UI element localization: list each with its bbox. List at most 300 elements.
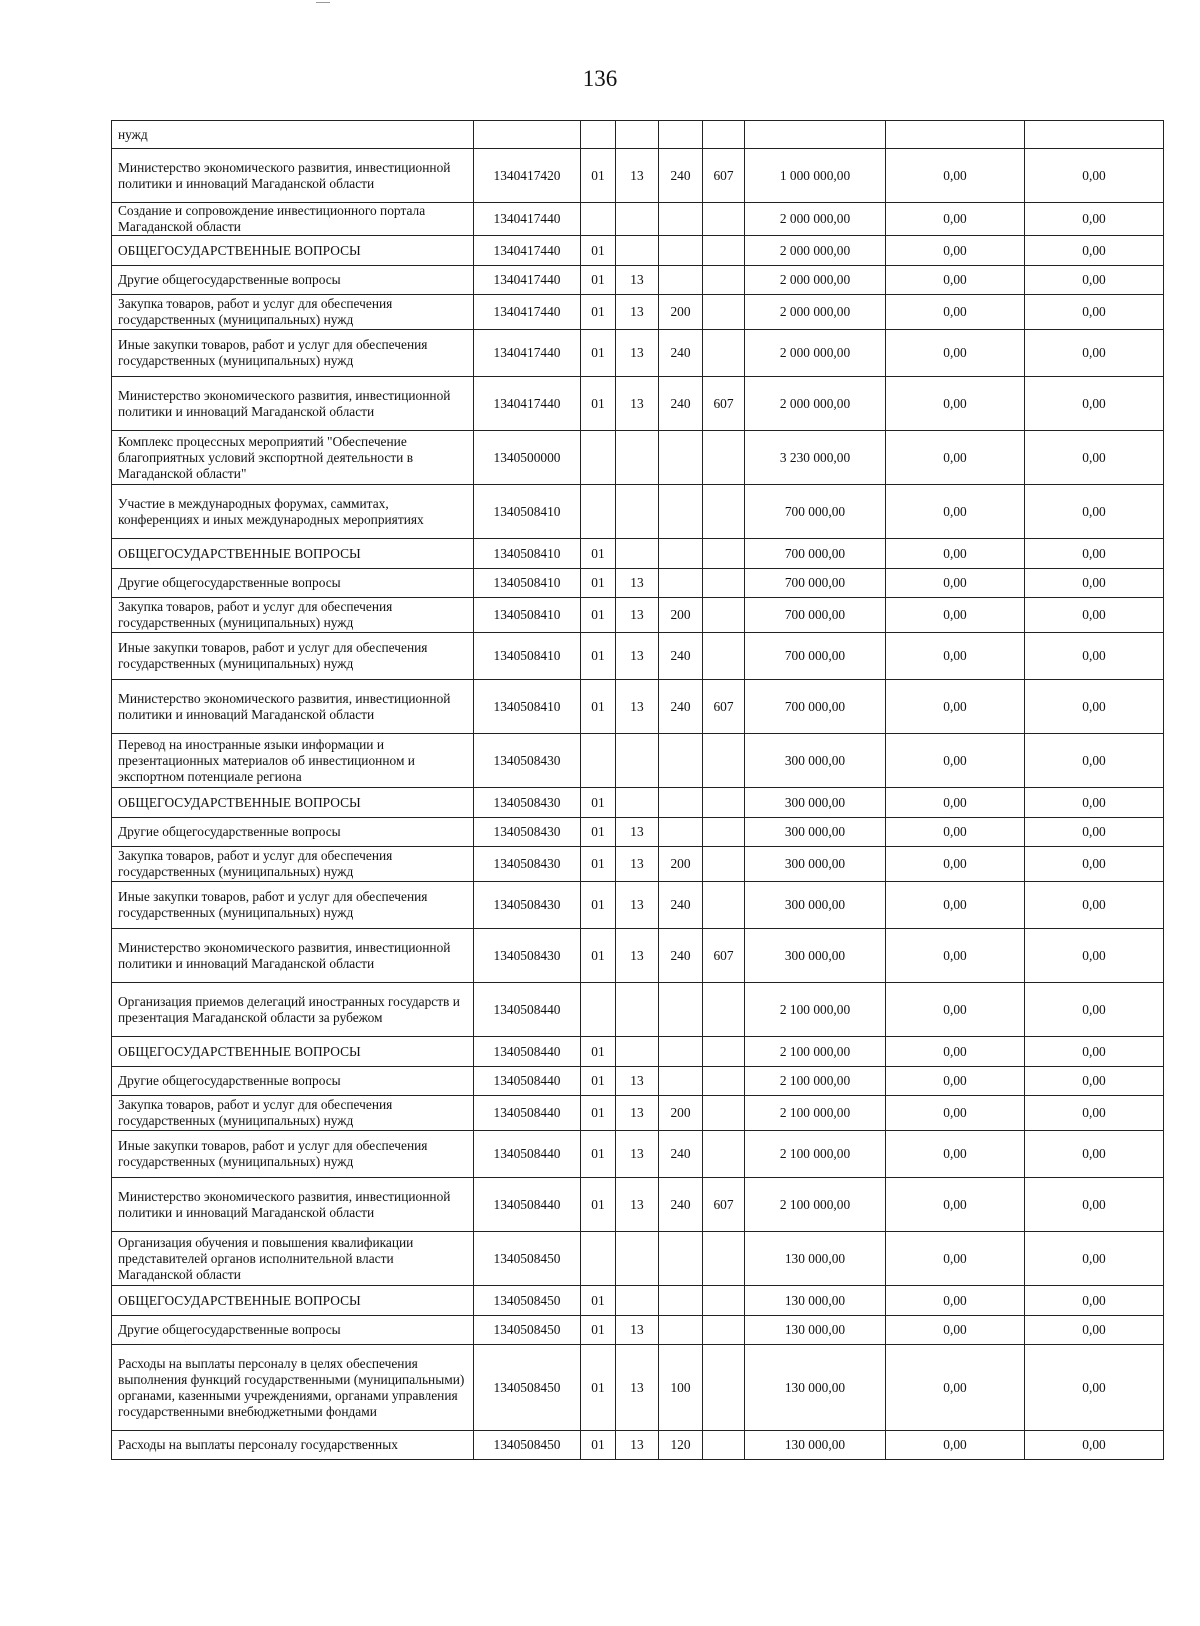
row-code: 1340417420 (474, 149, 581, 203)
row-section: 01 (581, 1286, 616, 1316)
row-expense-type: 240 (659, 1178, 703, 1232)
row-section: 01 (581, 1131, 616, 1178)
row-sum-year-1: 300 000,00 (745, 882, 886, 929)
row-code: 1340417440 (474, 203, 581, 236)
row-subsection: 13 (616, 598, 659, 633)
row-expense-type (659, 734, 703, 788)
row-admin-code (703, 598, 745, 633)
row-sum-year-3: 0,00 (1025, 847, 1164, 882)
row-sum-year-1: 300 000,00 (745, 929, 886, 983)
row-expense-type (659, 1286, 703, 1316)
row-admin-code (703, 788, 745, 818)
row-sum-year-1: 2 100 000,00 (745, 1037, 886, 1067)
row-sum-year-2: 0,00 (886, 633, 1025, 680)
row-name: Иные закупки товаров, работ и услуг для обеспечения государственных (муниципальных) нужд (112, 330, 474, 377)
row-name: Закупка товаров, работ и услуг для обеспечения государственных (муниципальных) нужд (112, 847, 474, 882)
row-section: 01 (581, 1431, 616, 1460)
row-section: 01 (581, 266, 616, 295)
row-name: Иные закупки товаров, работ и услуг для обеспечения государственных (муниципальных) нужд (112, 882, 474, 929)
table-row (112, 680, 1164, 734)
row-sum-year-3: 0,00 (1025, 1178, 1164, 1232)
row-subsection: 13 (616, 295, 659, 330)
row-admin-code (703, 121, 745, 149)
row-code: 1340508440 (474, 1096, 581, 1131)
row-sum-year-1: 2 000 000,00 (745, 266, 886, 295)
row-subsection (616, 788, 659, 818)
row-subsection: 13 (616, 1096, 659, 1131)
row-admin-code (703, 1431, 745, 1460)
row-sum-year-1: 2 000 000,00 (745, 203, 886, 236)
row-name: Перевод на иностранные языки информации и презентационных материалов об инвестиционном и экспортном потенциале региона (112, 734, 474, 788)
row-name: Расходы на выплаты персоналу в целях обеспечения выполнения функций государственными (муниципальными) органами, казенными учреждениями, органами управления государственными внебюджетными фондами (112, 1345, 474, 1431)
row-sum-year-2: 0,00 (886, 1286, 1025, 1316)
row-code: 1340417440 (474, 330, 581, 377)
table-row (112, 1232, 1164, 1286)
table-row (112, 1431, 1164, 1460)
row-sum-year-1: 1 000 000,00 (745, 149, 886, 203)
row-code: 1340508440 (474, 1131, 581, 1178)
row-sum-year-2: 0,00 (886, 788, 1025, 818)
row-subsection: 13 (616, 680, 659, 734)
row-sum-year-3 (1025, 121, 1164, 149)
row-admin-code (703, 485, 745, 539)
row-expense-type (659, 788, 703, 818)
row-sum-year-3: 0,00 (1025, 983, 1164, 1037)
row-code (474, 121, 581, 149)
row-expense-type: 240 (659, 377, 703, 431)
row-section (581, 1232, 616, 1286)
row-code: 1340508410 (474, 485, 581, 539)
row-sum-year-2: 0,00 (886, 295, 1025, 330)
row-expense-type: 200 (659, 847, 703, 882)
row-sum-year-1: 2 000 000,00 (745, 236, 886, 266)
row-code: 1340508450 (474, 1286, 581, 1316)
row-expense-type (659, 983, 703, 1037)
row-subsection: 13 (616, 1178, 659, 1232)
row-sum-year-1: 700 000,00 (745, 598, 886, 633)
row-code: 1340417440 (474, 236, 581, 266)
row-expense-type: 240 (659, 929, 703, 983)
row-sum-year-3: 0,00 (1025, 1232, 1164, 1286)
row-sum-year-2: 0,00 (886, 1037, 1025, 1067)
row-expense-type: 100 (659, 1345, 703, 1431)
row-code: 1340417440 (474, 377, 581, 431)
row-sum-year-1: 300 000,00 (745, 788, 886, 818)
row-sum-year-3: 0,00 (1025, 1096, 1164, 1131)
row-code: 1340508440 (474, 983, 581, 1037)
table-row (112, 236, 1164, 266)
row-subsection: 13 (616, 1067, 659, 1096)
row-name: Министерство экономического развития, инвестиционной политики и инноваций Магаданской области (112, 680, 474, 734)
row-admin-code (703, 633, 745, 680)
table-row (112, 1096, 1164, 1131)
table-row (112, 882, 1164, 929)
row-name: ОБЩЕГОСУДАРСТВЕННЫЕ ВОПРОСЫ (112, 236, 474, 266)
table-row (112, 485, 1164, 539)
row-sum-year-1: 2 000 000,00 (745, 377, 886, 431)
row-section: 01 (581, 1345, 616, 1431)
row-sum-year-2: 0,00 (886, 680, 1025, 734)
row-code: 1340508450 (474, 1316, 581, 1345)
row-sum-year-3: 0,00 (1025, 1286, 1164, 1316)
row-admin-code (703, 1037, 745, 1067)
row-name: нужд (112, 121, 474, 149)
row-code: 1340508410 (474, 539, 581, 569)
row-section (581, 734, 616, 788)
row-sum-year-3: 0,00 (1025, 1316, 1164, 1345)
row-section (581, 203, 616, 236)
row-section: 01 (581, 377, 616, 431)
row-expense-type: 200 (659, 598, 703, 633)
row-sum-year-3: 0,00 (1025, 1431, 1164, 1460)
row-subsection (616, 1037, 659, 1067)
row-admin-code (703, 569, 745, 598)
row-name: Иные закупки товаров, работ и услуг для обеспечения государственных (муниципальных) нужд (112, 633, 474, 680)
row-name: Другие общегосударственные вопросы (112, 266, 474, 295)
row-sum-year-2: 0,00 (886, 1096, 1025, 1131)
row-subsection (616, 1286, 659, 1316)
row-admin-code: 607 (703, 680, 745, 734)
row-code: 1340508430 (474, 847, 581, 882)
row-sum-year-2: 0,00 (886, 1067, 1025, 1096)
row-sum-year-3: 0,00 (1025, 330, 1164, 377)
row-name: Создание и сопровождение инвестиционного портала Магаданской области (112, 203, 474, 236)
row-sum-year-1: 2 000 000,00 (745, 330, 886, 377)
table-body (112, 121, 1164, 1460)
row-name: Другие общегосударственные вопросы (112, 1316, 474, 1345)
row-section: 01 (581, 1096, 616, 1131)
row-code: 1340508440 (474, 1178, 581, 1232)
row-admin-code (703, 1096, 745, 1131)
row-sum-year-3: 0,00 (1025, 539, 1164, 569)
row-admin-code (703, 1232, 745, 1286)
row-sum-year-1: 300 000,00 (745, 818, 886, 847)
row-sum-year-2: 0,00 (886, 1131, 1025, 1178)
row-section: 01 (581, 236, 616, 266)
row-name: Участие в международных форумах, саммитах, конференциях и иных международных мероприятиях (112, 485, 474, 539)
row-sum-year-1: 3 230 000,00 (745, 431, 886, 485)
row-expense-type: 200 (659, 295, 703, 330)
row-sum-year-1 (745, 121, 886, 149)
row-name: Закупка товаров, работ и услуг для обеспечения государственных (муниципальных) нужд (112, 1096, 474, 1131)
row-expense-type: 240 (659, 1131, 703, 1178)
table-row (112, 1067, 1164, 1096)
row-sum-year-3: 0,00 (1025, 295, 1164, 330)
table-row (112, 431, 1164, 485)
row-admin-code (703, 734, 745, 788)
row-subsection: 13 (616, 1316, 659, 1345)
row-sum-year-3: 0,00 (1025, 1131, 1164, 1178)
table-row (112, 983, 1164, 1037)
row-name: Другие общегосударственные вопросы (112, 818, 474, 847)
row-code: 1340508410 (474, 633, 581, 680)
row-section: 01 (581, 882, 616, 929)
row-sum-year-3: 0,00 (1025, 929, 1164, 983)
table-row (112, 149, 1164, 203)
row-code: 1340508440 (474, 1037, 581, 1067)
row-sum-year-2: 0,00 (886, 485, 1025, 539)
row-sum-year-3: 0,00 (1025, 377, 1164, 431)
row-expense-type (659, 539, 703, 569)
row-sum-year-2: 0,00 (886, 539, 1025, 569)
table-row (112, 121, 1164, 149)
row-expense-type (659, 569, 703, 598)
row-sum-year-1: 700 000,00 (745, 680, 886, 734)
row-expense-type (659, 1037, 703, 1067)
row-sum-year-1: 130 000,00 (745, 1286, 886, 1316)
row-name: Организация приемов делегаций иностранных государств и презентация Магаданской области за рубежом (112, 983, 474, 1037)
table-row (112, 847, 1164, 882)
row-name: Другие общегосударственные вопросы (112, 1067, 474, 1096)
row-expense-type: 240 (659, 330, 703, 377)
row-subsection: 13 (616, 633, 659, 680)
row-sum-year-2: 0,00 (886, 1178, 1025, 1232)
row-name: ОБЩЕГОСУДАРСТВЕННЫЕ ВОПРОСЫ (112, 788, 474, 818)
row-sum-year-2: 0,00 (886, 734, 1025, 788)
row-subsection (616, 431, 659, 485)
row-admin-code (703, 882, 745, 929)
row-subsection (616, 1232, 659, 1286)
row-sum-year-3: 0,00 (1025, 236, 1164, 266)
table-row (112, 633, 1164, 680)
row-expense-type (659, 121, 703, 149)
row-section: 01 (581, 1316, 616, 1345)
row-section: 01 (581, 680, 616, 734)
row-section: 01 (581, 598, 616, 633)
row-section: 01 (581, 330, 616, 377)
row-name: ОБЩЕГОСУДАРСТВЕННЫЕ ВОПРОСЫ (112, 1037, 474, 1067)
row-expense-type: 240 (659, 680, 703, 734)
row-admin-code: 607 (703, 1178, 745, 1232)
row-subsection: 13 (616, 569, 659, 598)
row-code: 1340508430 (474, 734, 581, 788)
row-sum-year-1: 700 000,00 (745, 569, 886, 598)
row-subsection: 13 (616, 818, 659, 847)
row-sum-year-3: 0,00 (1025, 598, 1164, 633)
row-code: 1340508450 (474, 1431, 581, 1460)
row-subsection: 13 (616, 330, 659, 377)
row-sum-year-2: 0,00 (886, 1431, 1025, 1460)
row-sum-year-3: 0,00 (1025, 203, 1164, 236)
row-code: 1340508450 (474, 1232, 581, 1286)
row-section (581, 983, 616, 1037)
row-name: ОБЩЕГОСУДАРСТВЕННЫЕ ВОПРОСЫ (112, 1286, 474, 1316)
table-row (112, 377, 1164, 431)
row-admin-code (703, 236, 745, 266)
row-code: 1340508430 (474, 818, 581, 847)
table-row (112, 1316, 1164, 1345)
row-sum-year-1: 300 000,00 (745, 847, 886, 882)
row-expense-type: 120 (659, 1431, 703, 1460)
row-name: Другие общегосударственные вопросы (112, 569, 474, 598)
row-expense-type: 240 (659, 149, 703, 203)
row-sum-year-2: 0,00 (886, 929, 1025, 983)
row-subsection (616, 539, 659, 569)
row-code: 1340508410 (474, 680, 581, 734)
row-sum-year-1: 130 000,00 (745, 1316, 886, 1345)
row-sum-year-2: 0,00 (886, 266, 1025, 295)
row-sum-year-1: 130 000,00 (745, 1431, 886, 1460)
table-row (112, 539, 1164, 569)
row-section: 01 (581, 1178, 616, 1232)
row-name: Министерство экономического развития, инвестиционной политики и инноваций Магаданской области (112, 1178, 474, 1232)
row-sum-year-2: 0,00 (886, 983, 1025, 1037)
row-name: ОБЩЕГОСУДАРСТВЕННЫЕ ВОПРОСЫ (112, 539, 474, 569)
row-sum-year-1: 2 100 000,00 (745, 1067, 886, 1096)
table-row (112, 734, 1164, 788)
row-admin-code (703, 1345, 745, 1431)
row-expense-type (659, 236, 703, 266)
row-sum-year-3: 0,00 (1025, 882, 1164, 929)
row-name: Комплекс процессных мероприятий "Обеспечение благоприятных условий экспортной деятельности в Магаданской области" (112, 431, 474, 485)
page-number: 136 (582, 66, 618, 91)
row-expense-type (659, 1316, 703, 1345)
row-sum-year-2: 0,00 (886, 598, 1025, 633)
row-admin-code (703, 330, 745, 377)
row-sum-year-3: 0,00 (1025, 431, 1164, 485)
row-subsection: 13 (616, 847, 659, 882)
row-subsection: 13 (616, 882, 659, 929)
row-sum-year-1: 700 000,00 (745, 485, 886, 539)
table-row (112, 1286, 1164, 1316)
row-sum-year-2: 0,00 (886, 377, 1025, 431)
row-sum-year-2: 0,00 (886, 882, 1025, 929)
row-subsection (616, 236, 659, 266)
table-row (112, 929, 1164, 983)
row-subsection: 13 (616, 149, 659, 203)
row-admin-code (703, 266, 745, 295)
row-subsection: 13 (616, 266, 659, 295)
row-sum-year-1: 300 000,00 (745, 734, 886, 788)
row-sum-year-1: 700 000,00 (745, 539, 886, 569)
row-expense-type: 200 (659, 1096, 703, 1131)
row-code: 1340417440 (474, 266, 581, 295)
row-expense-type (659, 1232, 703, 1286)
scan-mark (316, 2, 330, 3)
row-code: 1340500000 (474, 431, 581, 485)
row-name: Министерство экономического развития, инвестиционной политики и инноваций Магаданской области (112, 149, 474, 203)
row-sum-year-2: 0,00 (886, 203, 1025, 236)
row-subsection (616, 734, 659, 788)
row-name: Иные закупки товаров, работ и услуг для обеспечения государственных (муниципальных) нужд (112, 1131, 474, 1178)
row-sum-year-1: 700 000,00 (745, 633, 886, 680)
table-row (112, 266, 1164, 295)
row-expense-type (659, 203, 703, 236)
row-sum-year-3: 0,00 (1025, 266, 1164, 295)
row-sum-year-3: 0,00 (1025, 788, 1164, 818)
row-admin-code (703, 539, 745, 569)
row-subsection: 13 (616, 1131, 659, 1178)
row-admin-code: 607 (703, 149, 745, 203)
row-subsection (616, 485, 659, 539)
budget-table (111, 120, 1164, 1460)
row-code: 1340417440 (474, 295, 581, 330)
row-code: 1340508410 (474, 569, 581, 598)
row-admin-code (703, 1316, 745, 1345)
row-section: 01 (581, 1037, 616, 1067)
row-sum-year-2: 0,00 (886, 1232, 1025, 1286)
row-expense-type (659, 431, 703, 485)
row-sum-year-1: 2 000 000,00 (745, 295, 886, 330)
row-sum-year-2: 0,00 (886, 431, 1025, 485)
row-sum-year-2: 0,00 (886, 330, 1025, 377)
table-row (112, 1178, 1164, 1232)
row-admin-code (703, 847, 745, 882)
row-admin-code (703, 983, 745, 1037)
table-row (112, 203, 1164, 236)
table-row (112, 1037, 1164, 1067)
row-sum-year-3: 0,00 (1025, 569, 1164, 598)
row-expense-type (659, 485, 703, 539)
row-expense-type (659, 818, 703, 847)
row-sum-year-1: 130 000,00 (745, 1345, 886, 1431)
row-code: 1340508450 (474, 1345, 581, 1431)
row-section: 01 (581, 818, 616, 847)
row-sum-year-3: 0,00 (1025, 734, 1164, 788)
row-subsection: 13 (616, 1345, 659, 1431)
row-name: Закупка товаров, работ и услуг для обеспечения государственных (муниципальных) нужд (112, 295, 474, 330)
table-row (112, 1131, 1164, 1178)
row-subsection (616, 203, 659, 236)
row-code: 1340508430 (474, 929, 581, 983)
table-row (112, 330, 1164, 377)
row-expense-type (659, 1067, 703, 1096)
row-admin-code: 607 (703, 929, 745, 983)
row-expense-type: 240 (659, 633, 703, 680)
row-subsection (616, 983, 659, 1037)
row-section (581, 121, 616, 149)
row-sum-year-3: 0,00 (1025, 1067, 1164, 1096)
row-admin-code: 607 (703, 377, 745, 431)
row-expense-type: 240 (659, 882, 703, 929)
row-section: 01 (581, 539, 616, 569)
row-section (581, 431, 616, 485)
row-section: 01 (581, 847, 616, 882)
table-row (112, 569, 1164, 598)
row-admin-code (703, 431, 745, 485)
row-sum-year-3: 0,00 (1025, 149, 1164, 203)
row-subsection (616, 121, 659, 149)
row-sum-year-1: 2 100 000,00 (745, 1178, 886, 1232)
row-section: 01 (581, 569, 616, 598)
row-name: Закупка товаров, работ и услуг для обеспечения государственных (муниципальных) нужд (112, 598, 474, 633)
row-sum-year-2: 0,00 (886, 236, 1025, 266)
row-subsection: 13 (616, 377, 659, 431)
row-expense-type (659, 266, 703, 295)
row-subsection: 13 (616, 929, 659, 983)
table-row (112, 598, 1164, 633)
row-code: 1340508430 (474, 882, 581, 929)
row-sum-year-1: 2 100 000,00 (745, 1096, 886, 1131)
row-section: 01 (581, 1067, 616, 1096)
row-code: 1340508430 (474, 788, 581, 818)
row-sum-year-2: 0,00 (886, 569, 1025, 598)
row-section: 01 (581, 295, 616, 330)
table-row (112, 295, 1164, 330)
row-sum-year-2: 0,00 (886, 818, 1025, 847)
row-sum-year-1: 2 100 000,00 (745, 1131, 886, 1178)
row-sum-year-3: 0,00 (1025, 1037, 1164, 1067)
row-name: Министерство экономического развития, инвестиционной политики и инноваций Магаданской области (112, 929, 474, 983)
row-sum-year-3: 0,00 (1025, 485, 1164, 539)
row-admin-code (703, 1131, 745, 1178)
row-sum-year-2: 0,00 (886, 1316, 1025, 1345)
row-sum-year-2: 0,00 (886, 149, 1025, 203)
row-admin-code (703, 1067, 745, 1096)
row-code: 1340508440 (474, 1067, 581, 1096)
row-section: 01 (581, 929, 616, 983)
row-sum-year-2: 0,00 (886, 1345, 1025, 1431)
